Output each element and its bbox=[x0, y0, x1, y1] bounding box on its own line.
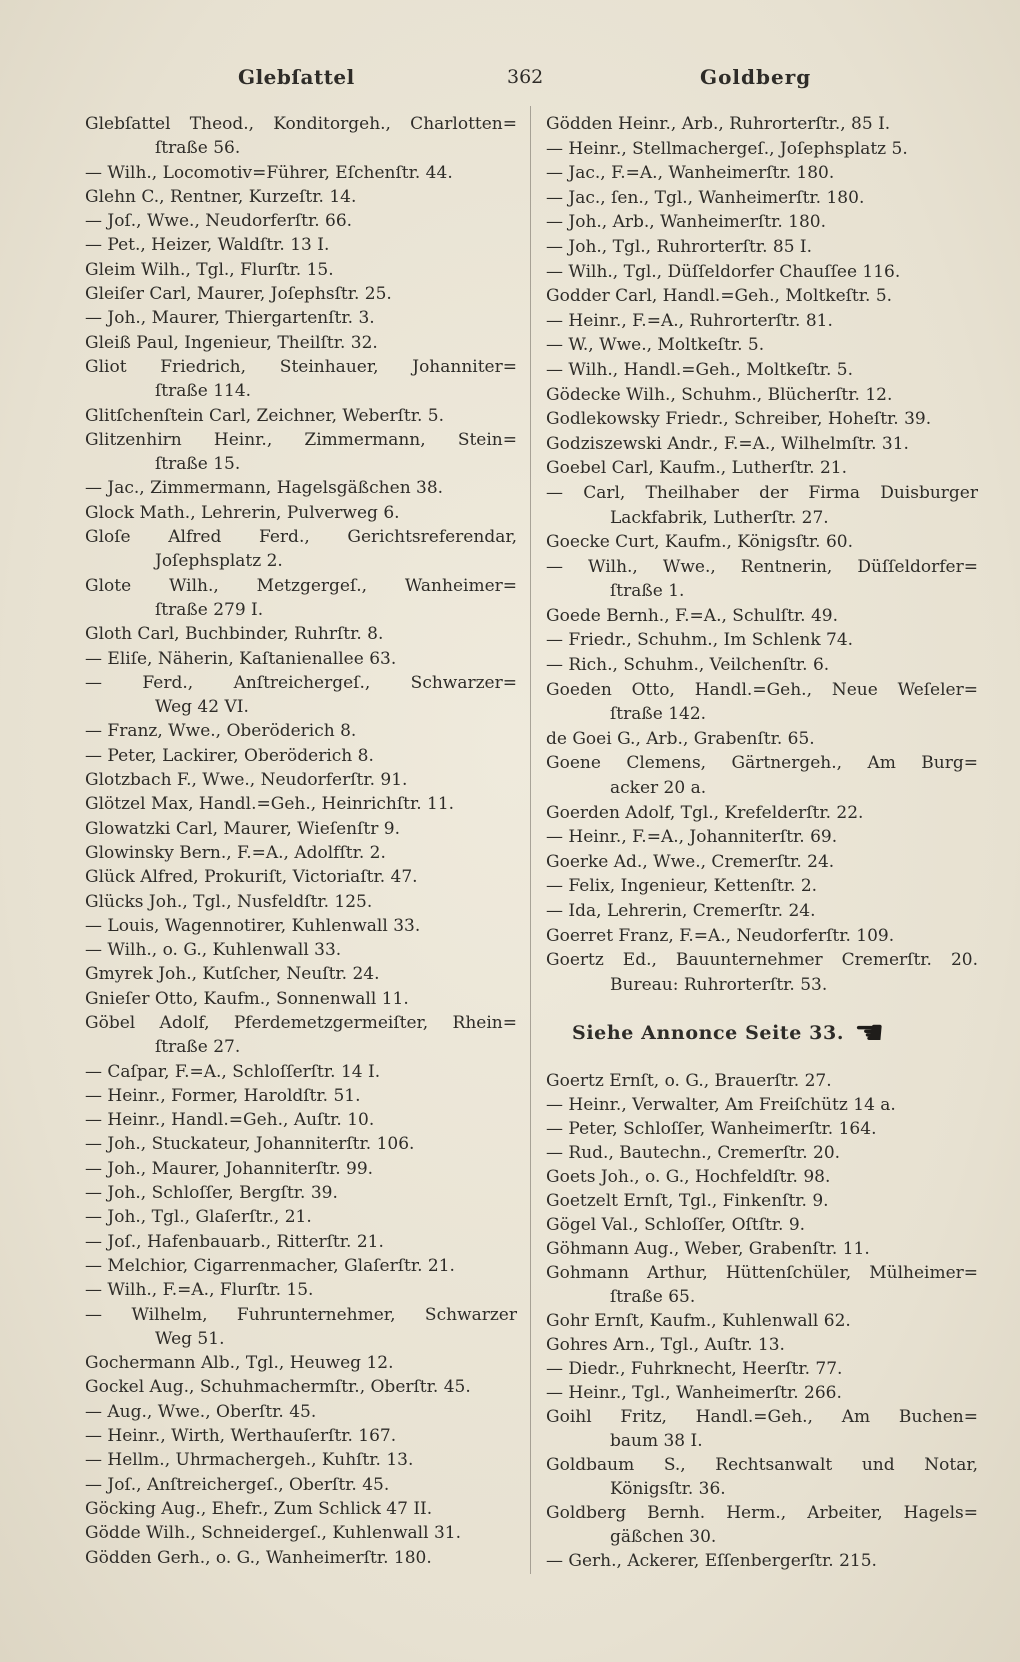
entry-line: Göbel Adolf, Pferdemetzgermeiſter, Rhein= bbox=[85, 1012, 517, 1033]
entry-line: — Wilh., Wwe., Rentnerin, Düſſeldorfer= bbox=[546, 556, 978, 577]
entry-line: Goets Joh., o. G., Hochfeldſtr. 98. bbox=[546, 1167, 831, 1188]
left-column bbox=[85, 112, 517, 1570]
directory-entry bbox=[546, 1501, 978, 1549]
directory-entry bbox=[85, 1230, 517, 1254]
entry-line: Gleiſer Carl, Maurer, Joſephsſtr. 25. bbox=[85, 284, 392, 305]
entry-line: Gohmann Arthur, Hüttenſchüler, Mülheimer= bbox=[546, 1263, 978, 1284]
entry-line: Glötzel Max, Handl.=Geh., Heinrichſtr. 11. bbox=[85, 794, 455, 815]
entry-line: Gnieſer Otto, Kaufm., Sonnenwall 11. bbox=[85, 988, 409, 1009]
directory-entry bbox=[85, 1351, 517, 1375]
directory-entry bbox=[85, 938, 517, 962]
directory-entry bbox=[85, 258, 517, 282]
entry-line: Gmyrek Joh., Kutſcher, Neuſtr. 24. bbox=[85, 964, 380, 985]
directory-entry bbox=[546, 383, 978, 408]
entry-line: — Joh., Maurer, Thiergartenſtr. 3. bbox=[85, 308, 375, 329]
directory-entry bbox=[546, 456, 978, 481]
directory-entry bbox=[546, 1405, 978, 1453]
directory-entry bbox=[546, 1069, 978, 1093]
directory-entry bbox=[85, 622, 517, 646]
directory-entry bbox=[85, 1521, 517, 1545]
entry-line: Gohr Ernſt, Kaufm., Kuhlenwall 62. bbox=[546, 1311, 851, 1332]
directory-entry bbox=[85, 1181, 517, 1205]
directory-entry bbox=[546, 481, 978, 530]
directory-entry bbox=[85, 987, 517, 1011]
directory-entry bbox=[546, 1141, 978, 1165]
directory-entry bbox=[85, 501, 517, 525]
directory-entry bbox=[546, 235, 978, 260]
entry-continuation-line: ſtraße 15. bbox=[155, 454, 241, 475]
entry-line: Goerke Ad., Wwe., Cremerſtr. 24. bbox=[546, 851, 835, 872]
entry-continuation-line: gäßchen 30. bbox=[610, 1527, 717, 1548]
entry-line: — Wilh., Locomotiv=Führer, Eſchenſtr. 44. bbox=[85, 162, 453, 183]
entry-line: Gloth Carl, Buchbinder, Ruhrſtr. 8. bbox=[85, 624, 384, 645]
directory-entry bbox=[546, 260, 978, 285]
entry-line: — Rich., Schuhm., Veilchenſtr. 6. bbox=[546, 655, 830, 676]
pointing-hand-icon: ☚ bbox=[854, 1013, 885, 1054]
directory-entry bbox=[546, 1453, 978, 1501]
directory-entry bbox=[85, 1497, 517, 1521]
entry-continuation-line: Königsſtr. 36. bbox=[610, 1479, 726, 1500]
directory-entry bbox=[546, 309, 978, 334]
entry-line: — Joſ., Hafenbauarb., Ritterſtr. 21. bbox=[85, 1231, 384, 1252]
directory-entry bbox=[85, 574, 517, 623]
entry-line: — Melchior, Cigarrenmacher, Glaſerſtr. 21. bbox=[85, 1255, 455, 1276]
entry-line: Godlekowsky Friedr., Schreiber, Hoheſtr. 39. bbox=[546, 409, 932, 430]
directory-entry bbox=[85, 817, 517, 841]
directory-entry bbox=[546, 112, 978, 137]
entry-line: — Joſ., Wwe., Neudorferſtr. 66. bbox=[85, 211, 353, 232]
entry-continuation-line: ſtraße 27. bbox=[155, 1037, 241, 1058]
entry-line: Goihl Fritz, Handl.=Geh., Am Buchen= bbox=[546, 1407, 978, 1428]
right-column bbox=[546, 112, 978, 1573]
entry-line: — W., Wwe., Moltkeſtr. 5. bbox=[546, 335, 765, 356]
directory-entry bbox=[546, 653, 978, 678]
entry-continuation-line: Bureau: Ruhrorterſtr. 53. bbox=[610, 974, 828, 995]
entry-line: Glehn C., Rentner, Kurzeſtr. 14. bbox=[85, 186, 357, 207]
entry-line: — Joh., Tgl., Ruhrorterſtr. 85 I. bbox=[546, 236, 813, 257]
directory-entry bbox=[85, 841, 517, 865]
directory-entry bbox=[85, 1375, 517, 1399]
entry-continuation-line: ſtraße 1. bbox=[610, 581, 685, 602]
entry-line: — Diedr., Fuhrknecht, Heerſtr. 77. bbox=[546, 1359, 843, 1380]
directory-entry bbox=[85, 476, 517, 500]
entry-line: — Heinr., F.=A., Ruhrorterſtr. 81. bbox=[546, 310, 833, 331]
directory-entry bbox=[85, 1108, 517, 1132]
entry-line: Glowinsky Bern., F.=A., Adolfſtr. 2. bbox=[85, 842, 386, 863]
directory-entry bbox=[546, 801, 978, 826]
entry-line: — Louis, Wagennotirer, Kuhlenwall 33. bbox=[85, 915, 421, 936]
entry-line: — Joh., Tgl., Glaſerſtr., 21. bbox=[85, 1207, 312, 1228]
entry-line: — Aug., Wwe., Oberſtr. 45. bbox=[85, 1401, 317, 1422]
entry-line: — Peter, Schloſſer, Wanheimerſtr. 164. bbox=[546, 1119, 877, 1140]
entry-line: — Hellm., Uhrmachergeh., Kuhſtr. 13. bbox=[85, 1450, 414, 1471]
entry-line: — Heinr., Handl.=Geh., Auſtr. 10. bbox=[85, 1110, 375, 1131]
entry-line: Goede Bernh., F.=A., Schulſtr. 49. bbox=[546, 605, 839, 626]
entry-continuation-line: ſtraße 114. bbox=[155, 381, 252, 402]
directory-entry bbox=[546, 161, 978, 186]
entry-line: — Joſ., Anſtreichergeſ., Oberſtr. 45. bbox=[85, 1474, 390, 1495]
entry-line: Glock Math., Lehrerin, Pulverweg 6. bbox=[85, 502, 400, 523]
entry-line: — Peter, Lackirer, Oberöderich 8. bbox=[85, 745, 374, 766]
entry-line: — Caſpar, F.=A., Schloſſerſtr. 14 I. bbox=[85, 1061, 381, 1082]
entry-line: — Wilh., o. G., Kuhlenwall 33. bbox=[85, 940, 342, 961]
entry-line: Göcking Aug., Ehefr., Zum Schlick 47 II. bbox=[85, 1498, 433, 1519]
directory-entry bbox=[546, 555, 978, 604]
directory-entry bbox=[546, 1357, 978, 1381]
directory-entry bbox=[546, 1189, 978, 1213]
entry-line: — Heinr., F.=A., Johanniterſtr. 69. bbox=[546, 827, 838, 848]
entry-line: Gödden Gerh., o. G., Wanheimerſtr. 180. bbox=[85, 1547, 432, 1568]
directory-entry bbox=[546, 899, 978, 924]
directory-entry bbox=[546, 1549, 978, 1573]
entry-line: Glücks Joh., Tgl., Nusfeldſtr. 125. bbox=[85, 891, 373, 912]
entry-line: Glote Wilh., Metzgergeſ., Wanheimer= bbox=[85, 575, 517, 596]
entry-line: Goetzelt Ernſt, Tgl., Finkenſtr. 9. bbox=[546, 1191, 829, 1212]
directory-entry bbox=[546, 407, 978, 432]
directory-entry bbox=[546, 825, 978, 850]
directory-entry bbox=[546, 1165, 978, 1189]
running-head-last-entry: Goldberg bbox=[700, 65, 812, 89]
directory-entry bbox=[85, 647, 517, 671]
page-number: 362 bbox=[507, 66, 544, 88]
entry-line: — Heinr., Wirth, Werthauſerſtr. 167. bbox=[85, 1426, 397, 1447]
directory-entry bbox=[546, 1213, 978, 1237]
entry-line: — Heinr., Tgl., Wanheimerſtr. 266. bbox=[546, 1383, 842, 1404]
entry-line: — Eliſe, Näherin, Kaſtanienallee 63. bbox=[85, 648, 397, 669]
column-divider bbox=[530, 106, 531, 1574]
entry-line: — Felix, Ingenieur, Kettenſtr. 2. bbox=[546, 876, 818, 897]
entry-line: — Joh., Stuckateur, Johanniterſtr. 106. bbox=[85, 1134, 415, 1155]
directory-entry bbox=[546, 850, 978, 875]
directory-entry bbox=[85, 1448, 517, 1472]
entry-line: — Friedr., Schuhm., Im Schlenk 74. bbox=[546, 630, 854, 651]
directory-entry bbox=[85, 1546, 517, 1570]
directory-entry bbox=[85, 185, 517, 209]
entry-continuation-line: baum 38 I. bbox=[610, 1431, 703, 1452]
entry-line: Gockel Aug., Schuhmachermſtr., Oberſtr. 45. bbox=[85, 1377, 471, 1398]
entry-line: Glotzbach F., Wwe., Neudorferſtr. 91. bbox=[85, 770, 408, 791]
directory-entry bbox=[85, 1400, 517, 1424]
entry-line: — Heinr., Former, Haroldſtr. 51. bbox=[85, 1085, 361, 1106]
directory-entry bbox=[85, 209, 517, 233]
directory-entry bbox=[85, 962, 517, 986]
entry-line: — Wilh., Tgl., Düſſeldorfer Chauſſee 116. bbox=[546, 261, 901, 282]
entry-line: Gödecke Wilh., Schuhm., Blücherſtr. 12. bbox=[546, 384, 893, 405]
directory-entry bbox=[85, 1157, 517, 1181]
entry-line: — Ida, Lehrerin, Cremerſtr. 24. bbox=[546, 901, 816, 921]
entry-line: Gödde Wilh., Schneidergeſ., Kuhlenwall 31. bbox=[85, 1523, 462, 1544]
directory-entry bbox=[546, 604, 978, 629]
entry-line: Goebel Carl, Kaufm., Lutherſtr. 21. bbox=[546, 458, 848, 479]
entry-continuation-line: Lackfabrik, Lutherſtr. 27. bbox=[610, 507, 829, 528]
directory-entry bbox=[546, 1381, 978, 1405]
entry-line: Goertz Ernſt, o. G., Brauerſtr. 27. bbox=[546, 1071, 832, 1092]
advertisement-notice bbox=[546, 1011, 978, 1055]
entry-line: — Heinr., Stellmachergeſ., Joſephsplatz 5. bbox=[546, 138, 908, 159]
directory-entry bbox=[85, 355, 517, 404]
entry-line: Gohres Arn., Tgl., Auſtr. 13. bbox=[546, 1335, 785, 1356]
entry-line: — Wilhelm, Fuhrunternehmer, Schwarzer bbox=[85, 1304, 517, 1325]
entry-continuation-line: ſtraße 142. bbox=[610, 704, 707, 725]
entry-continuation-line: Weg 42 VI. bbox=[155, 697, 249, 718]
directory-entry bbox=[546, 874, 978, 899]
directory-entry bbox=[85, 890, 517, 914]
entry-line: Gleiß Paul, Ingenieur, Theilſtr. 32. bbox=[85, 332, 378, 353]
directory-entry bbox=[85, 744, 517, 768]
entry-line: — Pet., Heizer, Waldſtr. 13 I. bbox=[85, 235, 330, 256]
directory-entry bbox=[546, 284, 978, 309]
directory-entry bbox=[85, 1278, 517, 1302]
directory-entry bbox=[546, 137, 978, 162]
directory-entry bbox=[85, 525, 517, 574]
entry-line: Goerden Adolf, Tgl., Krefelderſtr. 22. bbox=[546, 802, 864, 823]
directory-entry bbox=[546, 333, 978, 358]
directory-entry bbox=[85, 112, 517, 161]
entry-line: Gloſe Alfred Ferd., Gerichtsreferendar, bbox=[85, 527, 517, 548]
entry-continuation-line: ſtraße 279 I. bbox=[155, 599, 264, 620]
directory-entry bbox=[546, 751, 978, 800]
entry-line: Glück Alfred, Prokuriſt, Victoriaſtr. 47. bbox=[85, 867, 418, 888]
directory-entry bbox=[85, 1132, 517, 1156]
entry-line: Gleim Wilh., Tgl., Flurſtr. 15. bbox=[85, 259, 334, 280]
directory-entry bbox=[85, 865, 517, 889]
entry-line: — Wilh., F.=A., Flurſtr. 15. bbox=[85, 1280, 314, 1301]
right-column-entries-top bbox=[546, 112, 978, 997]
directory-entry bbox=[85, 331, 517, 355]
directory-entry bbox=[546, 628, 978, 653]
entry-line: de Goei G., Arb., Grabenſtr. 65. bbox=[546, 728, 815, 749]
directory-entry bbox=[546, 1237, 978, 1261]
entry-line: — Gerh., Ackerer, Eſſenbergerſtr. 215. bbox=[546, 1551, 877, 1572]
entry-continuation-line: ſtraße 65. bbox=[610, 1287, 696, 1308]
directory-entry bbox=[85, 792, 517, 816]
directory-entry bbox=[546, 432, 978, 457]
directory-entry bbox=[85, 1254, 517, 1278]
entry-line: Gochermann Alb., Tgl., Heuweg 12. bbox=[85, 1353, 394, 1374]
entry-line: Goene Clemens, Gärtnergeh., Am Burg= bbox=[546, 753, 978, 774]
directory-entry bbox=[546, 1309, 978, 1333]
right-column-entries-bottom bbox=[546, 1069, 978, 1573]
entry-line: — Rud., Bautechn., Cremerſtr. 20. bbox=[546, 1143, 841, 1164]
entry-line: — Jac., Zimmermann, Hagelsgäßchen 38. bbox=[85, 478, 444, 499]
entry-line: Göhmann Aug., Weber, Grabenſtr. 11. bbox=[546, 1239, 870, 1260]
entry-line: — Carl, Theilhaber der Firma Duisburger bbox=[546, 482, 978, 503]
directory-entry bbox=[85, 306, 517, 330]
directory-entry bbox=[546, 1093, 978, 1117]
directory-entry bbox=[85, 428, 517, 477]
entry-line: Glitſchenſtein Carl, Zeichner, Weberſtr. 5. bbox=[85, 405, 445, 426]
entry-line: — Joh., Arb., Wanheimerſtr. 180. bbox=[546, 212, 826, 233]
directory-entry bbox=[546, 924, 978, 949]
directory-entry bbox=[85, 1303, 517, 1352]
entry-line: Glitzenhirn Heinr., Zimmermann, Stein= bbox=[85, 429, 517, 450]
directory-entry bbox=[85, 233, 517, 257]
directory-entry bbox=[546, 358, 978, 383]
directory-entry bbox=[85, 1011, 517, 1060]
entry-line: Glowatzki Carl, Maurer, Wieſenſtr 9. bbox=[85, 818, 400, 839]
directory-entry bbox=[546, 530, 978, 555]
entry-line: Goertz Ed., Bauunternehmer Cremerſtr. 20. bbox=[546, 950, 978, 971]
entry-continuation-line: Weg 51. bbox=[155, 1328, 225, 1349]
directory-entry bbox=[546, 1261, 978, 1309]
entry-line: — Joh., Maurer, Johanniterſtr. 99. bbox=[85, 1158, 374, 1179]
entry-line: Goecke Curt, Kaufm., Königsſtr. 60. bbox=[546, 532, 853, 553]
directory-entry bbox=[85, 1424, 517, 1448]
entry-line: — Jac., ſen., Tgl., Wanheimerſtr. 180. bbox=[546, 187, 865, 208]
directory-entry bbox=[85, 914, 517, 938]
directory-entry bbox=[85, 404, 517, 428]
directory-entry bbox=[546, 1117, 978, 1141]
entry-line: — Ferd., Anſtreichergeſ., Schwarzer= bbox=[85, 672, 517, 693]
directory-entry bbox=[85, 161, 517, 185]
directory-entry bbox=[546, 1333, 978, 1357]
directory-entry bbox=[85, 1084, 517, 1108]
directory-entry bbox=[85, 671, 517, 720]
entry-line: Goeden Otto, Handl.=Geh., Neue Weſeler= bbox=[546, 679, 978, 700]
directory-entry bbox=[85, 282, 517, 306]
directory-entry bbox=[85, 1473, 517, 1497]
directory-entry bbox=[546, 186, 978, 211]
directory-entry bbox=[85, 1205, 517, 1229]
entry-continuation-line: Joſephsplatz 2. bbox=[155, 551, 283, 572]
entry-continuation-line: ſtraße 56. bbox=[155, 138, 241, 159]
running-head-first-entry: Glebſattel bbox=[238, 65, 355, 89]
entry-line: Goldbaum S., Rechtsanwalt und Notar, bbox=[546, 1455, 978, 1476]
entry-line: Gögel Val., Schloſſer, Oſtſtr. 9. bbox=[546, 1215, 806, 1236]
entry-line: — Joh., Schloſſer, Bergſtr. 39. bbox=[85, 1183, 338, 1204]
entry-line: Gliot Friedrich, Steinhauer, Johanniter= bbox=[85, 356, 517, 377]
directory-entry bbox=[85, 768, 517, 792]
directory-entry bbox=[85, 719, 517, 743]
notice-text: Siehe Annonce Seite 33. bbox=[572, 1022, 845, 1045]
entry-line: — Franz, Wwe., Oberöderich 8. bbox=[85, 721, 357, 742]
directory-entry bbox=[85, 1060, 517, 1084]
entry-line: Godder Carl, Handl.=Geh., Moltkeſtr. 5. bbox=[546, 286, 893, 307]
entry-continuation-line: acker 20 a. bbox=[610, 778, 707, 799]
directory-entry bbox=[546, 678, 978, 727]
entry-line: Gödden Heinr., Arb., Ruhrorterſtr., 85 I. bbox=[546, 114, 891, 134]
entry-line: — Wilh., Handl.=Geh., Moltkeſtr. 5. bbox=[546, 359, 853, 380]
entry-line: Godziszewski Andr., F.=A., Wilhelmſtr. 31. bbox=[546, 433, 909, 454]
entry-line: — Heinr., Verwalter, Am Freiſchütz 14 a. bbox=[546, 1095, 896, 1116]
directory-entry bbox=[546, 727, 978, 752]
entry-line: Goldberg Bernh. Herm., Arbeiter, Hagels= bbox=[546, 1503, 978, 1524]
directory-entry bbox=[546, 210, 978, 235]
entry-line: Goerret Franz, F.=A., Neudorferſtr. 109. bbox=[546, 925, 895, 946]
entry-line: Glebſattel Theod., Konditorgeh., Charlotten= bbox=[85, 114, 517, 134]
entry-line: — Jac., F.=A., Wanheimerſtr. 180. bbox=[546, 163, 835, 184]
directory-entry bbox=[546, 948, 978, 997]
